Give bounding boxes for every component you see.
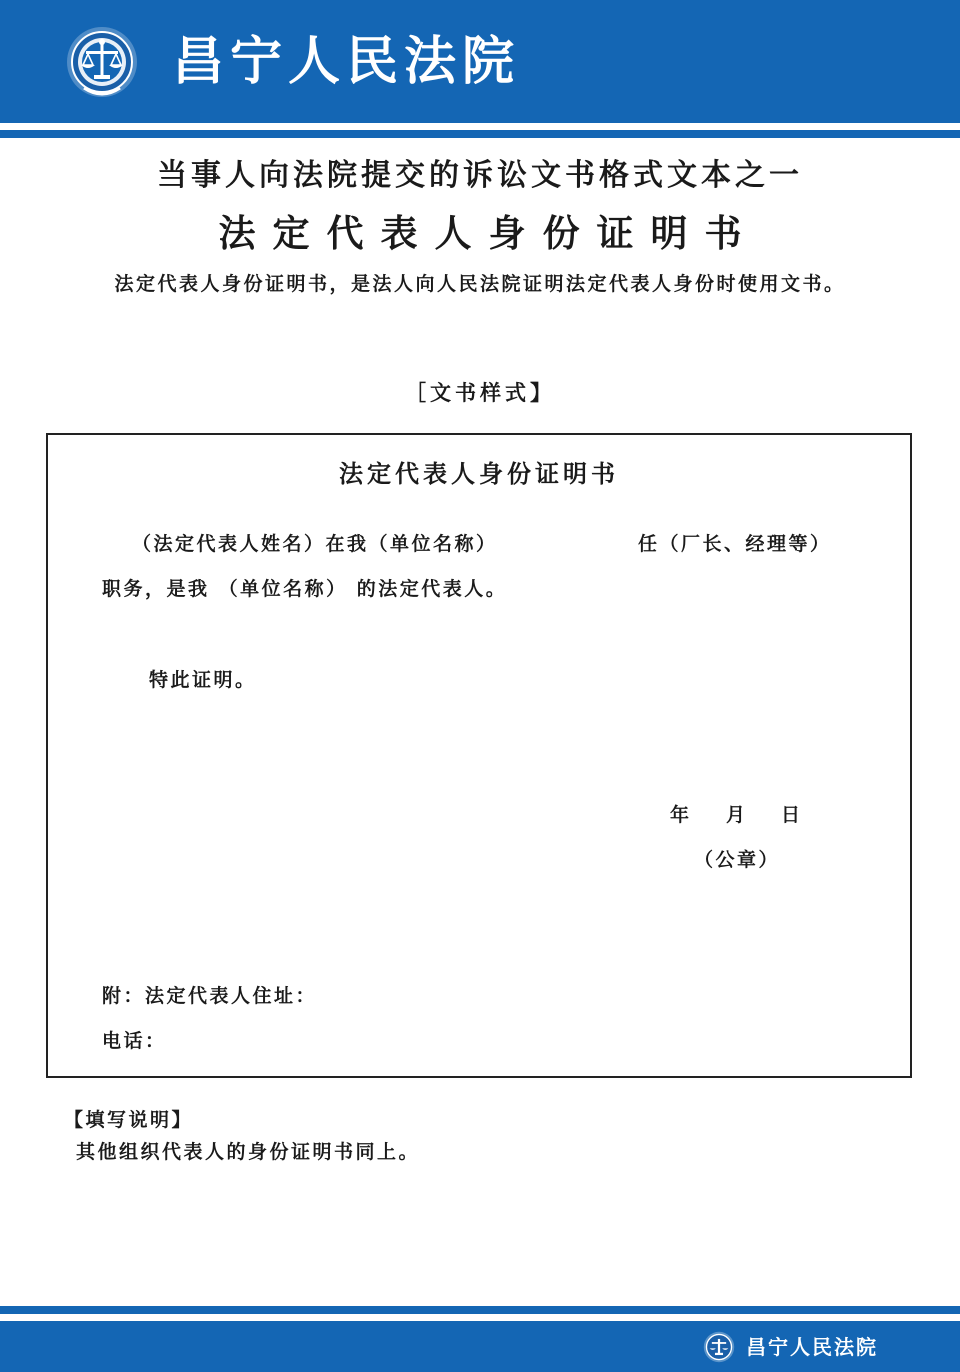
form-line-2: 职务，是我 （单位名称） 的法定代表人。 — [102, 578, 508, 600]
document-description: 法定代表人身份证明书，是法人向人民法院证明法定代表人身份时使用文书。 — [114, 273, 846, 295]
document-title: 法定代表人身份证明书 — [218, 212, 759, 255]
form-certify: 特此证明。 — [149, 669, 257, 691]
form-line-1-left: （法定代表人姓名）在我（单位名称） — [132, 533, 498, 555]
form-date-day: 日 — [781, 804, 803, 826]
format-label: ［文书样式】 — [405, 381, 555, 405]
court-emblem-icon — [64, 22, 140, 102]
header-stripe — [0, 130, 960, 138]
footer-stripe — [0, 1306, 960, 1314]
form-phone-label: 电话： — [102, 1030, 167, 1052]
footer-court-name: 昌宁人民法院 — [746, 1335, 878, 1359]
notes-heading: 【填写说明】 — [64, 1109, 194, 1131]
form-date-month: 月 — [726, 804, 748, 826]
series-title: 当事人向法院提交的诉讼文书格式文本之一 — [157, 158, 803, 193]
form-line-1-right: 任（厂长、经理等） — [638, 533, 832, 555]
court-emblem-icon — [702, 1329, 736, 1365]
form-template-box — [46, 433, 912, 1078]
form-title: 法定代表人身份证明书 — [339, 460, 619, 488]
form-date-year: 年 — [670, 804, 692, 826]
form-seal: （公章） — [694, 849, 781, 871]
court-name: 昌宁人民法院 — [172, 32, 521, 92]
notes-body: 其他组织代表人的身份证明书同上。 — [76, 1141, 421, 1163]
form-address-label: 附：法定代表人住址： — [102, 985, 318, 1007]
